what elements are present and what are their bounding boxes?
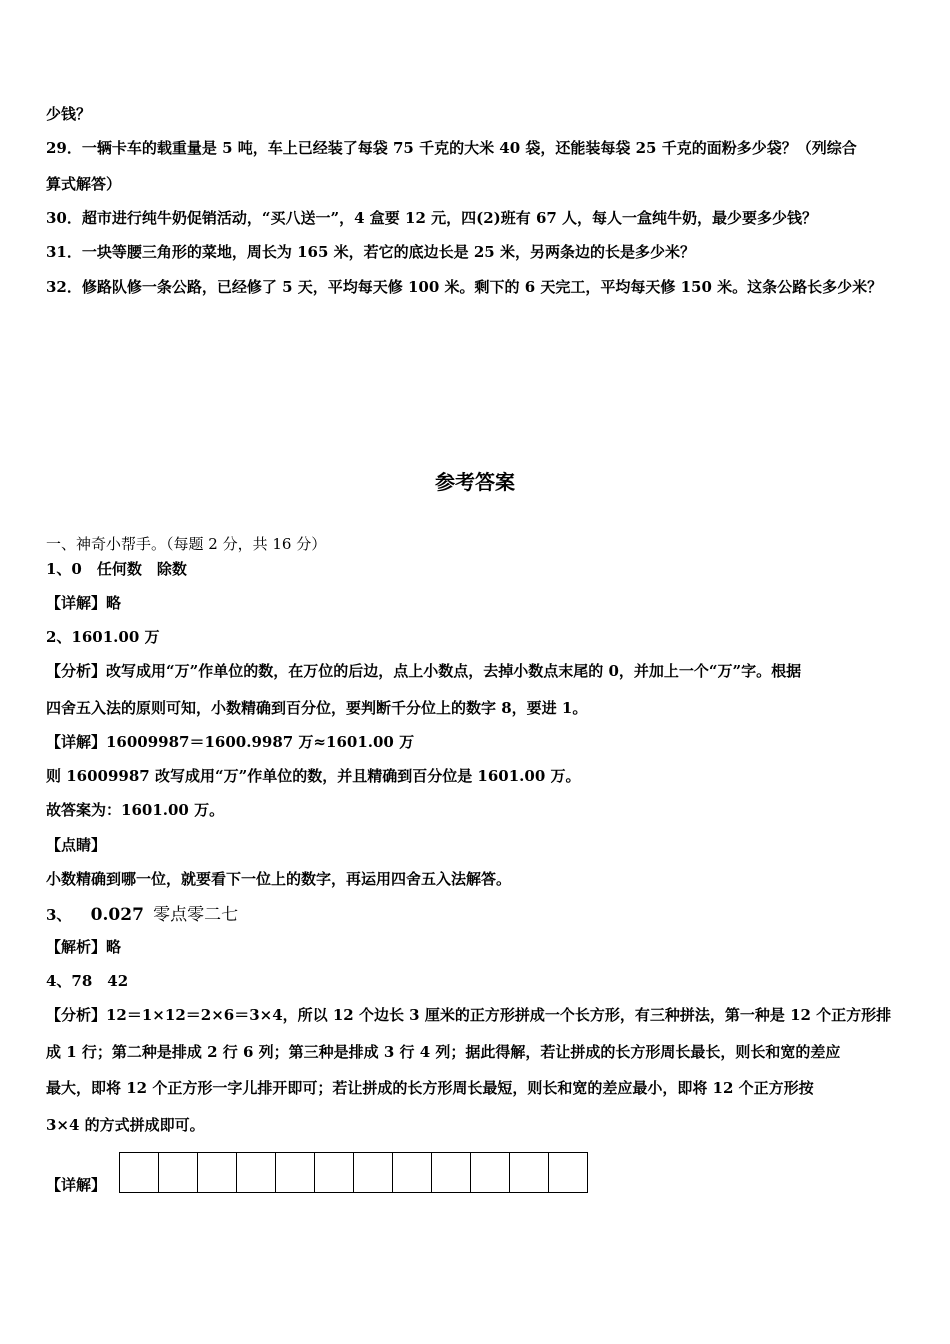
- answer-2-detail-line3: 故答案为：1601.00 万。: [46, 801, 225, 819]
- answer-3: [46, 900, 238, 925]
- answer-3-words: 零点零二七: [153, 905, 239, 925]
- grid-square: [315, 1153, 354, 1192]
- answer-1: 1、0 任何数 除数: [46, 560, 187, 578]
- answer-2-analysis-line1: 【分析】改写成用“万”作单位的数，在万位的后边，点上小数点，去掉小数点末尾的 0，并加上一个“万”字。根据: [46, 662, 802, 680]
- question-31: 31．一块等腰三角形的菜地，周长为 165 米，若它的底边长是 25 米，另两条边的长是多少米？: [46, 243, 695, 261]
- grid-square: [510, 1153, 549, 1192]
- grid-square: [354, 1153, 393, 1192]
- answer-3-value: 0.027: [90, 905, 144, 925]
- grid-square: [120, 1153, 159, 1192]
- question-30: 30．超市进行纯牛奶促销活动，“买八送一”，4 盒要 12 元，四(2)班有 67 人，每人一盒纯牛奶，最少要多少钱？: [46, 209, 818, 227]
- answer-4-detail-label: 【详解】: [46, 1176, 107, 1194]
- answer-2-detail-line2: 则 16009987 改写成用“万”作单位的数，并且精确到百分位是 1601.00 万。: [46, 767, 581, 785]
- answer-4-analysis-line3: 最大，即将 12 个正方形一字儿排开即可；若让拼成的长方形周长最短，则长和宽的差应最小，即将 12 个正方形按: [46, 1079, 814, 1097]
- grid-square: [471, 1153, 510, 1192]
- section1-header: 一、神奇小帮手。（每题 2 分，共 16 分）: [46, 535, 327, 553]
- answers-title: 参考答案: [435, 470, 515, 494]
- grid-square: [432, 1153, 471, 1192]
- grid-square: [237, 1153, 276, 1192]
- answer-3-detail: 【解析】略: [46, 938, 122, 956]
- square-row-diagram: [119, 1152, 588, 1193]
- answer-2: 2、1601.00 万: [46, 628, 160, 646]
- question-29-line2: 算式解答）: [46, 175, 122, 193]
- grid-square: [159, 1153, 198, 1192]
- question-28-tail: 少钱？: [46, 105, 92, 123]
- answer-2-tip: 小数精确到哪一位，就要看下一位上的数字，再运用四舍五入法解答。: [46, 870, 512, 888]
- answer-4-analysis-line4: 3×4 的方式拼成即可。: [46, 1116, 205, 1134]
- answer-2-detail-line1: 【详解】16009987＝1600.9987 万≈1601.00 万: [46, 733, 415, 751]
- grid-square: [198, 1153, 237, 1192]
- answer-4-analysis-line1: 【分析】12＝1×12＝2×6＝3×4，所以 12 个边长 3 厘米的正方形拼成一个长方形，有三种拼法，第一种是 12 个正方形排: [46, 1006, 892, 1024]
- answer-2-tip-header: 【点睛】: [46, 836, 107, 854]
- grid-square: [393, 1153, 432, 1192]
- answer-2-analysis-line2: 四舍五入法的原则可知，小数精确到百分位，要判断千分位上的数字 8，要进 1。: [46, 699, 588, 717]
- grid-square: [276, 1153, 315, 1192]
- answer-4: 4、78 42: [46, 972, 129, 990]
- question-32: 32．修路队修一条公路，已经修了 5 天，平均每天修 100 米。剩下的 6 天完工，平均每天修 150 米。这条公路长多少米？: [46, 278, 883, 296]
- answer-3-prefix: 3、: [46, 906, 72, 924]
- question-29-line1: 29．一辆卡车的载重量是 5 吨，车上已经装了每袋 75 千克的大米 40 袋，还能装每袋 25 千克的面粉多少袋？（列综合: [46, 139, 857, 157]
- answer-4-analysis-line2: 成 1 行；第二种是排成 2 行 6 列；第三种是排成 3 行 4 列；据此得解，若让拼成的长方形周长最长，则长和宽的差应: [46, 1043, 841, 1061]
- answer-1-detail: 【详解】略: [46, 594, 122, 612]
- grid-square: [549, 1153, 588, 1192]
